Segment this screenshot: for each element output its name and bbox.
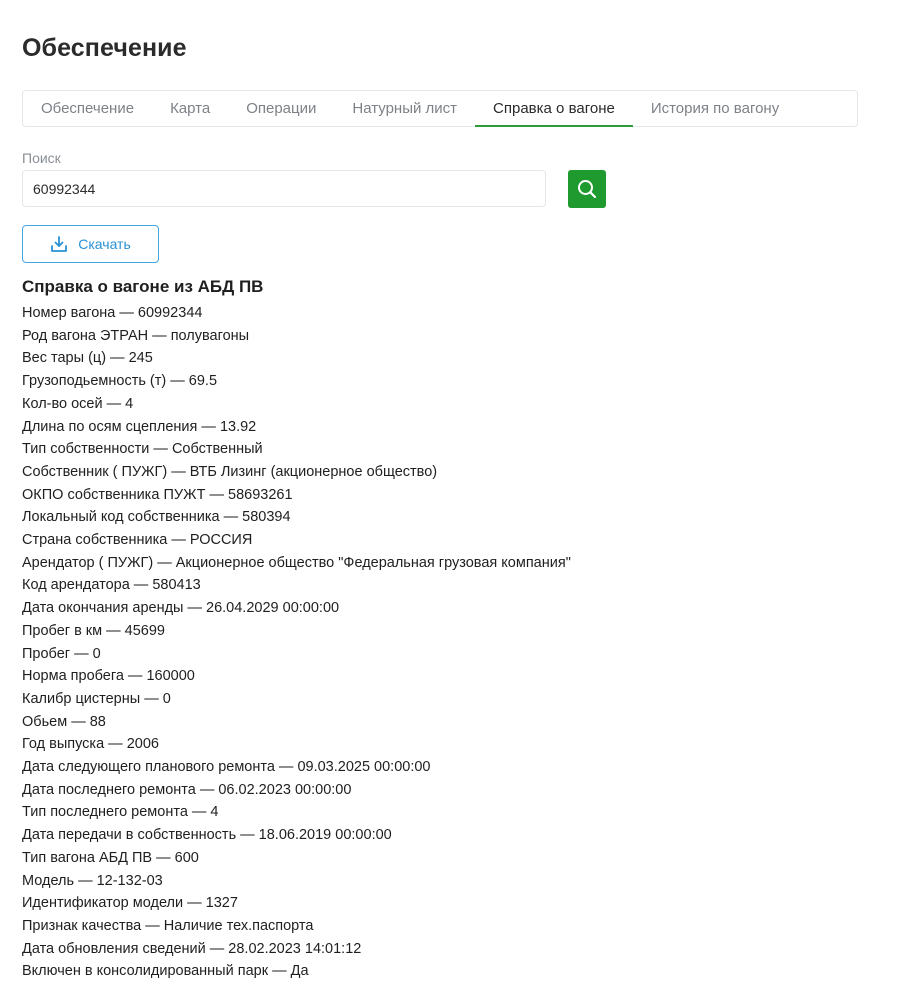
tab-spravka-o-vagone[interactable]: Справка о вагоне	[475, 91, 633, 126]
info-line: Обьем — 88	[22, 713, 106, 730]
info-line: Признак качества — Наличие тех.паспорта	[22, 917, 314, 934]
info-line: Тип собственности — Собственный	[22, 441, 263, 458]
info-line: Дата последнего ремонта — 06.02.2023 00:00:00	[22, 781, 352, 798]
info-line: Кол-во осей — 4	[22, 395, 134, 412]
info-line: Пробег — 0	[22, 645, 101, 662]
tab-bar	[22, 90, 858, 127]
info-line: Локальный код собственника — 580394	[22, 509, 291, 526]
info-line: Длина по осям сцепления — 13.92	[22, 418, 257, 435]
info-line: Грузоподьемность (т) — 69.5	[22, 373, 218, 390]
download-label: Скачать	[78, 236, 131, 252]
search-input[interactable]	[22, 170, 546, 207]
info-line: Дата следующего планового ремонта — 09.03.2025 00:00:00	[22, 759, 431, 776]
page-title: Обеспечение	[22, 34, 187, 62]
tab-operatsii[interactable]: Операции	[246, 100, 317, 117]
info-line: Тип последнего ремонта — 4	[22, 804, 219, 821]
info-line: Калибр цистерны — 0	[22, 690, 171, 707]
search-label: Поиск	[22, 150, 61, 166]
download-button[interactable]	[22, 225, 159, 263]
info-line: Год выпуска — 2006	[22, 736, 159, 753]
tab-naturnyi-list[interactable]: Натурный лист	[352, 100, 458, 117]
info-line: Модель — 12-132-03	[22, 872, 163, 889]
info-line: ОКПО собственника ПУЖТ — 58693261	[22, 486, 293, 503]
info-line: Идентификатор модели — 1327	[22, 895, 238, 912]
search-button[interactable]	[568, 170, 606, 208]
download-icon	[50, 235, 68, 253]
info-list	[22, 302, 571, 983]
info-line: Дата окончания аренды — 26.04.2029 00:00:00	[22, 600, 340, 617]
tab-istoriya-po-vagonu[interactable]: История по вагону	[650, 100, 780, 117]
info-line: Код арендатора — 580413	[22, 577, 201, 594]
info-line: Род вагона ЭТРАН — полувагоны	[22, 327, 250, 344]
info-line: Тип вагона АБД ПВ — 600	[22, 849, 199, 866]
info-line: Собственник ( ПУЖГ) — ВТБ Лизинг (акционерное общество)	[22, 463, 438, 480]
search-icon	[576, 178, 598, 200]
tab-obespechenie[interactable]: Обеспечение	[41, 100, 135, 117]
info-line: Норма пробега — 160000	[22, 668, 195, 685]
info-line: Дата передачи в собственность — 18.06.2019 00:00:00	[22, 827, 392, 844]
info-line: Включен в консолидированный парк — Да	[22, 963, 309, 980]
info-line: Страна собственника — РОССИЯ	[22, 532, 253, 549]
info-line: Дата обновления сведений — 28.02.2023 14:01:12	[22, 940, 362, 957]
info-line: Арендатор ( ПУЖГ) — Акционерное общество "Федеральная грузовая компания"	[22, 554, 571, 571]
info-line: Пробег в км — 45699	[22, 622, 165, 639]
tab-karta[interactable]: Карта	[170, 100, 211, 117]
info-title: Справка о вагоне из АБД ПВ	[22, 277, 264, 296]
info-line: Вес тары (ц) — 245	[22, 350, 153, 367]
info-line: Номер вагона — 60992344	[22, 305, 203, 321]
